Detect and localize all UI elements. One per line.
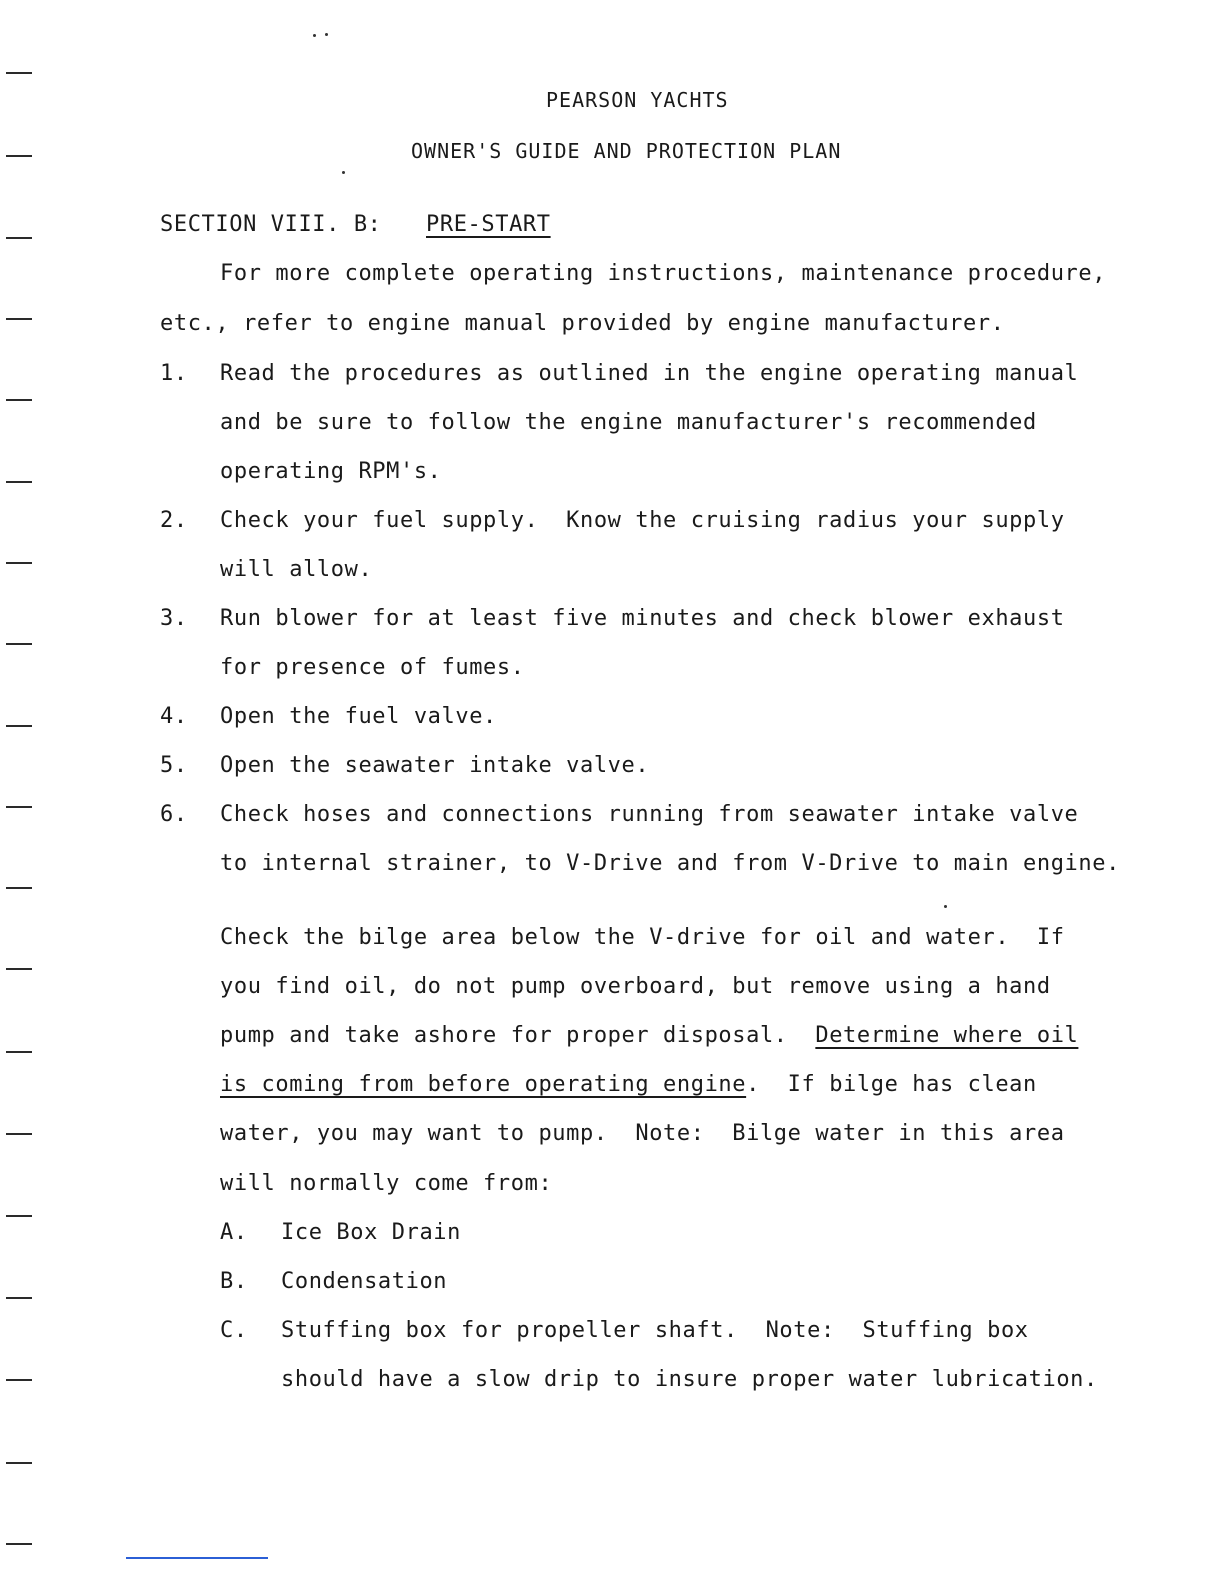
margin-mark	[6, 968, 32, 970]
step-4-line-1: Open the fuel valve.	[220, 704, 497, 729]
margin-mark	[6, 318, 32, 320]
margin-mark	[6, 1543, 32, 1545]
step-3-line-2: for presence of fumes.	[220, 655, 525, 680]
step-1-line-3: operating RPM's.	[220, 459, 442, 484]
step-number: 6.	[160, 802, 188, 827]
margin-mark	[6, 1215, 32, 1217]
scan-speck	[313, 34, 316, 37]
bilge-line-3-text: pump and take ashore for proper disposal.	[220, 1023, 816, 1048]
step-number: 4.	[160, 704, 188, 729]
margin-mark	[6, 562, 32, 564]
step-3-line-1: Run blower for at least five minutes and check blower exhaust	[220, 606, 1065, 631]
bilge-line-4-text: . If bilge has clean	[746, 1072, 1037, 1097]
footer-rule	[126, 1557, 268, 1559]
step-2-line-1: Check your fuel supply. Know the cruising radius your supply	[220, 508, 1065, 533]
step-number: 1.	[160, 361, 188, 386]
step-1-line-2: and be sure to follow the engine manufacturer's recommended	[220, 410, 1037, 435]
bilge-line-4	[220, 1071, 1037, 1099]
bilge-line-1: Check the bilge area below the V-drive for oil and water. If	[220, 925, 1065, 950]
step-number: 5.	[160, 753, 188, 778]
source-c-line-1: Stuffing box for propeller shaft. Note: Stuffing box	[281, 1318, 1029, 1343]
bilge-emphasis-2: is coming from before operating engine	[220, 1072, 747, 1097]
source-a-text: Ice Box Drain	[281, 1220, 461, 1245]
margin-mark	[6, 806, 32, 808]
bilge-line-5: water, you may want to pump. Note: Bilge water in this area	[220, 1121, 1065, 1146]
scan-speck	[944, 905, 947, 908]
step-number: 2.	[160, 508, 188, 533]
margin-mark	[6, 237, 32, 239]
margin-mark	[6, 1462, 32, 1464]
step-6-line-2: to internal strainer, to V-Drive and from V-Drive to main engine.	[220, 851, 1120, 876]
bilge-line-2: you find oil, do not pump overboard, but remove using a hand	[220, 974, 1051, 999]
bilge-emphasis-1: Determine where oil	[815, 1023, 1079, 1048]
scan-speck	[325, 33, 328, 36]
margin-mark	[6, 887, 32, 889]
source-b-text: Condensation	[281, 1269, 448, 1294]
margin-mark	[6, 725, 32, 727]
step-2-line-2: will allow.	[220, 557, 373, 582]
source-c-line-2: should have a slow drip to insure proper water lubrication.	[281, 1367, 1098, 1392]
margin-mark	[6, 155, 32, 157]
source-letter: A.	[220, 1220, 248, 1245]
step-6-line-1: Check hoses and connections running from seawater intake valve	[220, 802, 1079, 827]
margin-mark	[6, 481, 32, 483]
source-letter: C.	[220, 1318, 248, 1343]
margin-mark	[6, 1379, 32, 1381]
step-number: 3.	[160, 606, 188, 631]
bilge-line-6: will normally come from:	[220, 1171, 553, 1196]
margin-mark	[6, 399, 32, 401]
scan-speck	[342, 171, 345, 174]
step-5-line-1: Open the seawater intake valve.	[220, 753, 650, 778]
step-1-line-1: Read the procedures as outlined in the engine operating manual	[220, 361, 1079, 386]
margin-mark	[6, 1051, 32, 1053]
section-label: SECTION VIII. B:	[160, 212, 382, 237]
margin-mark	[6, 1133, 32, 1135]
guide-title: OWNER'S GUIDE AND PROTECTION PLAN	[411, 139, 842, 163]
intro-line-1: For more complete operating instructions, maintenance procedure,	[220, 261, 1107, 286]
section-title: PRE-START	[426, 212, 551, 237]
company-name: PEARSON YACHTS	[546, 88, 729, 112]
margin-mark	[6, 1297, 32, 1299]
bilge-line-3	[220, 1022, 1078, 1050]
margin-mark	[6, 643, 32, 645]
margin-mark	[6, 72, 32, 74]
source-letter: B.	[220, 1269, 248, 1294]
intro-line-2: etc., refer to engine manual provided by engine manufacturer.	[160, 311, 1005, 336]
